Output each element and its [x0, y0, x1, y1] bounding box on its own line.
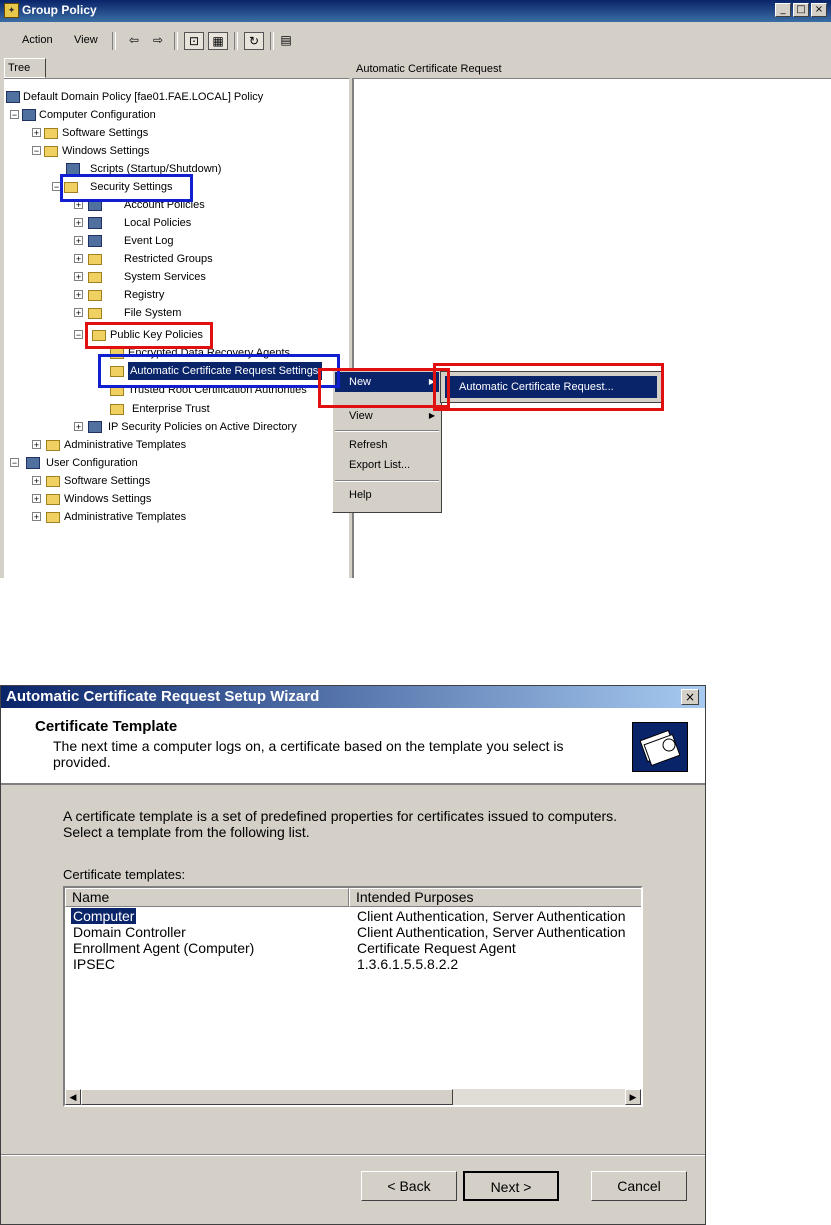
tree-tab[interactable]: Tree: [4, 58, 46, 78]
back-arrow-icon[interactable]: ⇦: [128, 33, 140, 47]
expander-icon[interactable]: +: [33, 128, 40, 138]
ip-security-icon: [88, 421, 102, 433]
forward-arrow-icon[interactable]: ⇨: [152, 33, 164, 47]
computer-icon: [22, 109, 36, 121]
folder-icon: [46, 476, 60, 487]
context-menu-help[interactable]: Help: [349, 489, 372, 501]
folder-icon: [110, 404, 124, 415]
menu-action[interactable]: Action: [22, 34, 53, 46]
column-header-name[interactable]: Name: [65, 888, 349, 907]
expander-icon[interactable]: +: [75, 200, 82, 210]
toolbar-separator: [174, 32, 178, 50]
expander-icon[interactable]: +: [75, 290, 82, 300]
button-separator: [1, 1154, 705, 1156]
group-policy-icon: ✦: [4, 3, 19, 18]
expander-icon[interactable]: +: [75, 422, 82, 432]
submenu-arrow-icon: ▶: [428, 377, 435, 386]
wizard-page-subtitle: The next time a computer logs on, a certificate based on the template you select is provided.: [53, 738, 564, 770]
cancel-button[interactable]: Cancel: [591, 1171, 687, 1201]
toolbar-separator: [112, 32, 116, 50]
certificate-template-list[interactable]: [63, 886, 643, 1107]
wizard-title-bar: [1, 686, 705, 708]
title-bar: [0, 0, 831, 22]
menu-view[interactable]: View: [74, 34, 98, 46]
folder-icon: [46, 512, 60, 523]
policy-icon: [88, 217, 102, 229]
table-row[interactable]: Domain Controller Client Authentication, Server Authentication: [73, 924, 626, 940]
folder-icon: [44, 128, 58, 139]
wizard-close-button[interactable]: ×: [681, 689, 699, 705]
policy-icon: [6, 91, 20, 103]
context-menu-refresh[interactable]: Refresh: [349, 439, 388, 451]
toolbar-separator: [234, 32, 238, 50]
back-button[interactable]: < Back: [361, 1171, 457, 1201]
toolbar-separator: [270, 32, 274, 50]
column-header-purposes[interactable]: Intended Purposes: [349, 888, 643, 907]
certificate-wizard-dialog: [0, 685, 706, 1225]
wizard-description: A certificate template is a set of predefined properties for certificates issued to computers. Select a template from the following list.: [63, 808, 618, 840]
folder-icon: [46, 440, 60, 451]
submenu-automatic-certificate-request[interactable]: Automatic Certificate Request...: [445, 376, 657, 398]
expander-icon[interactable]: −: [75, 330, 82, 340]
user-icon: [26, 457, 40, 469]
expander-icon[interactable]: +: [75, 308, 82, 318]
expander-icon[interactable]: +: [33, 440, 40, 450]
expander-icon[interactable]: +: [75, 254, 82, 264]
expander-icon[interactable]: −: [11, 110, 18, 120]
context-menu-export-list[interactable]: Export List...: [349, 459, 411, 471]
table-row[interactable]: Computer Client Authentication, Server Authentication: [73, 908, 626, 924]
expander-icon[interactable]: −: [53, 182, 60, 192]
table-row[interactable]: Enrollment Agent (Computer) Certificate Request Agent: [73, 940, 516, 956]
wizard-header: [1, 708, 705, 785]
folder-icon: [88, 254, 102, 265]
context-menu-view[interactable]: View ▶: [335, 406, 439, 426]
submenu-arrow-icon: ▶: [428, 411, 435, 420]
folder-icon: [88, 290, 102, 301]
highlight-box: [60, 174, 193, 202]
group-policy-window: ✦ Group Policy _ □ × Action View ⇦ ⇨ ⊡ ▦ ↻ ▤ Tree Automatic Certificate Request Default Domain Policy [fae01.FAE.LOCAL] Policy − Computer Configuration + Software Settings − Windows Settings Scripts (Startup/Shutdown) − Security Settings + Account Policies + Local Policies + Event Log + Restricted Groups + System Services + Registry + File System − Public Key Policies Encrypted Data Recovery Agents Automatic Certificate Request Settings Trusted Root Certification Authorities Enterprise Trust + IP Security Policies on Active Directory + Administrative Templates − User Configuration + Software Settings + Windows Settings + Administrative Templates New ▶ View ▶ Refresh Export List... Help Automatic Certificate Request...: [0, 0, 831, 578]
folder-icon: [88, 272, 102, 283]
policy-icon: [88, 235, 102, 247]
context-menu-new[interactable]: New ▶: [335, 372, 439, 392]
window-title: Group Policy: [22, 3, 97, 17]
menu-separator: [335, 430, 439, 432]
scroll-right-icon[interactable]: ▶: [625, 1089, 641, 1105]
next-button[interactable]: Next >: [463, 1171, 559, 1201]
highlight-box: [318, 368, 450, 408]
expander-icon[interactable]: +: [33, 494, 40, 504]
right-column-header[interactable]: Automatic Certificate Request: [356, 63, 502, 75]
highlight-box: [433, 363, 664, 411]
folder-icon: [46, 494, 60, 505]
certificate-icon: [632, 722, 688, 772]
scroll-thumb[interactable]: [81, 1089, 453, 1105]
properties-icon[interactable]: ▤: [280, 33, 292, 47]
expander-icon[interactable]: −: [33, 146, 40, 156]
close-button[interactable]: ×: [811, 3, 827, 17]
expander-icon[interactable]: +: [33, 512, 40, 522]
table-row[interactable]: IPSEC 1.3.6.1.5.5.8.2.2: [73, 956, 459, 972]
expander-icon[interactable]: +: [33, 476, 40, 486]
expander-icon[interactable]: −: [11, 458, 18, 468]
highlight-box: [98, 354, 340, 388]
show-tree-icon[interactable]: ▦: [208, 32, 228, 50]
horizontal-scrollbar[interactable]: [65, 1089, 641, 1105]
wizard-title: Automatic Certificate Request Setup Wizard: [6, 688, 320, 705]
menu-toolbar: [0, 28, 831, 54]
minimize-button[interactable]: _: [775, 3, 791, 17]
refresh-icon[interactable]: ↻: [244, 32, 264, 50]
template-list-label: Certificate templates:: [63, 867, 186, 882]
folder-icon: [44, 146, 58, 157]
expander-icon[interactable]: +: [75, 236, 82, 246]
highlight-box: [85, 322, 213, 349]
up-folder-icon[interactable]: ⊡: [184, 32, 204, 50]
menu-separator: [335, 480, 439, 482]
expander-icon[interactable]: +: [75, 272, 82, 282]
maximize-button[interactable]: □: [793, 3, 809, 17]
folder-icon: [88, 308, 102, 319]
expander-icon[interactable]: +: [75, 218, 82, 228]
scroll-left-icon[interactable]: ◀: [65, 1089, 81, 1105]
wizard-page-title: Certificate Template: [35, 718, 178, 735]
